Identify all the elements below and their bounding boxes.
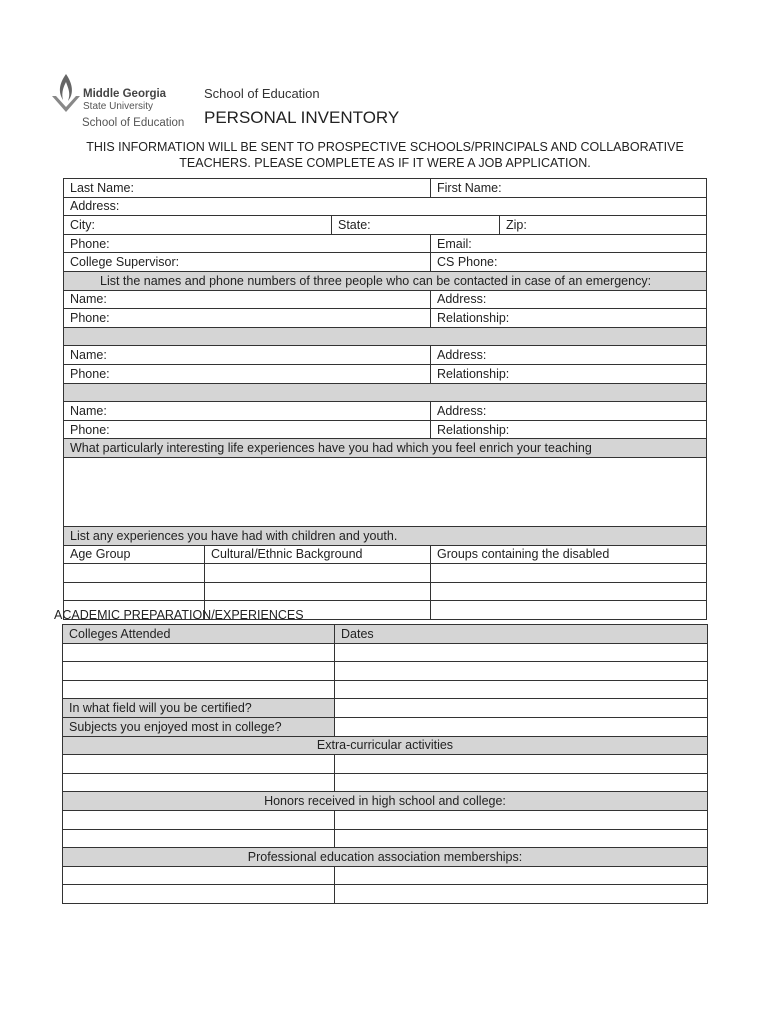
notice-line-2: TEACHERS. PLEASE COMPLETE AS IF IT WERE A JOB APPLICATION. [179, 156, 591, 170]
honors-cell[interactable] [63, 829, 335, 848]
dates-header: Dates [335, 625, 708, 644]
state-field[interactable]: State: [332, 216, 500, 235]
notice [60, 139, 710, 171]
certification-field-label: In what field will you be certified? [63, 699, 335, 718]
memberships-cell[interactable] [63, 885, 335, 904]
phone-field[interactable]: Phone: [64, 234, 431, 253]
memberships-cell[interactable] [335, 885, 708, 904]
cultural-background-cell[interactable] [205, 582, 431, 601]
emergency-address-field[interactable]: Address: [431, 402, 707, 421]
certification-field-input[interactable] [335, 699, 708, 718]
honors-cell[interactable] [335, 829, 708, 848]
emergency-relationship-field[interactable]: Relationship: [431, 364, 707, 383]
flame-logo-icon [46, 72, 86, 116]
emergency-phone-field[interactable]: Phone: [64, 420, 431, 439]
notice-line-1: THIS INFORMATION WILL BE SENT TO PROSPECTIVE SCHOOLS/PRINCIPALS AND COLLABORATIVE [86, 140, 684, 154]
personal-info-table [63, 178, 707, 620]
last-name-field[interactable]: Last Name: [64, 179, 431, 198]
honors-cell[interactable] [335, 810, 708, 829]
emergency-address-field[interactable]: Address: [431, 290, 707, 309]
first-name-field[interactable]: First Name: [431, 179, 707, 198]
separator-row [64, 383, 707, 402]
emergency-name-field[interactable]: Name: [64, 290, 431, 309]
favorite-subjects-input[interactable] [335, 717, 708, 736]
academic-section-title: ACADEMIC PREPARATION/EXPERIENCES [54, 608, 304, 622]
memberships-header: Professional education association memberships: [63, 848, 708, 867]
email-field[interactable]: Email: [431, 234, 707, 253]
age-group-cell[interactable] [64, 564, 205, 583]
cultural-background-cell[interactable] [205, 564, 431, 583]
emergency-instruction: List the names and phone numbers of three people who can be contacted in case of an emergency: [64, 271, 707, 290]
cultural-background-header: Cultural/Ethnic Background [205, 545, 431, 564]
page-title: PERSONAL INVENTORY [204, 108, 400, 127]
emergency-name-field[interactable]: Name: [64, 346, 431, 365]
college-cell[interactable] [63, 662, 335, 681]
emergency-relationship-field[interactable]: Relationship: [431, 420, 707, 439]
college-cell[interactable] [63, 643, 335, 662]
life-experiences-prompt: What particularly interesting life experiences have you had which you feel enrich your teaching [64, 439, 707, 458]
logo-school: School of Education [82, 117, 185, 129]
address-field[interactable]: Address: [64, 197, 707, 216]
school-name: School of Education [204, 86, 320, 101]
logo-subname: State University [83, 101, 154, 112]
college-supervisor-field[interactable]: College Supervisor: [64, 253, 431, 272]
dates-cell[interactable] [335, 643, 708, 662]
academic-table [62, 624, 708, 904]
life-experiences-field[interactable] [64, 457, 707, 526]
city-field[interactable]: City: [64, 216, 332, 235]
cs-phone-field[interactable]: CS Phone: [431, 253, 707, 272]
disabled-groups-header: Groups containing the disabled [431, 545, 707, 564]
extracurricular-cell[interactable] [63, 773, 335, 792]
disabled-groups-cell[interactable] [431, 601, 707, 620]
honors-cell[interactable] [63, 810, 335, 829]
emergency-relationship-field[interactable]: Relationship: [431, 309, 707, 328]
emergency-address-field[interactable]: Address: [431, 346, 707, 365]
age-group-cell[interactable] [64, 582, 205, 601]
memberships-cell[interactable] [335, 866, 708, 885]
honors-header: Honors received in high school and college: [63, 792, 708, 811]
disabled-groups-cell[interactable] [431, 564, 707, 583]
extracurricular-cell[interactable] [63, 755, 335, 774]
zip-field[interactable]: Zip: [500, 216, 707, 235]
logo-name: Middle Georgia [83, 88, 167, 100]
age-group-header: Age Group [64, 545, 205, 564]
emergency-name-field[interactable]: Name: [64, 402, 431, 421]
separator-row [64, 327, 707, 346]
college-cell[interactable] [63, 680, 335, 699]
children-experiences-prompt: List any experiences you have had with children and youth. [64, 526, 707, 545]
disabled-groups-cell[interactable] [431, 582, 707, 601]
dates-cell[interactable] [335, 662, 708, 681]
dates-cell[interactable] [335, 680, 708, 699]
extracurricular-cell[interactable] [335, 755, 708, 774]
colleges-attended-header: Colleges Attended [63, 625, 335, 644]
favorite-subjects-label: Subjects you enjoyed most in college? [63, 717, 335, 736]
emergency-phone-field[interactable]: Phone: [64, 309, 431, 328]
memberships-cell[interactable] [63, 866, 335, 885]
extracurricular-header: Extra-curricular activities [63, 736, 708, 755]
emergency-phone-field[interactable]: Phone: [64, 364, 431, 383]
extracurricular-cell[interactable] [335, 773, 708, 792]
